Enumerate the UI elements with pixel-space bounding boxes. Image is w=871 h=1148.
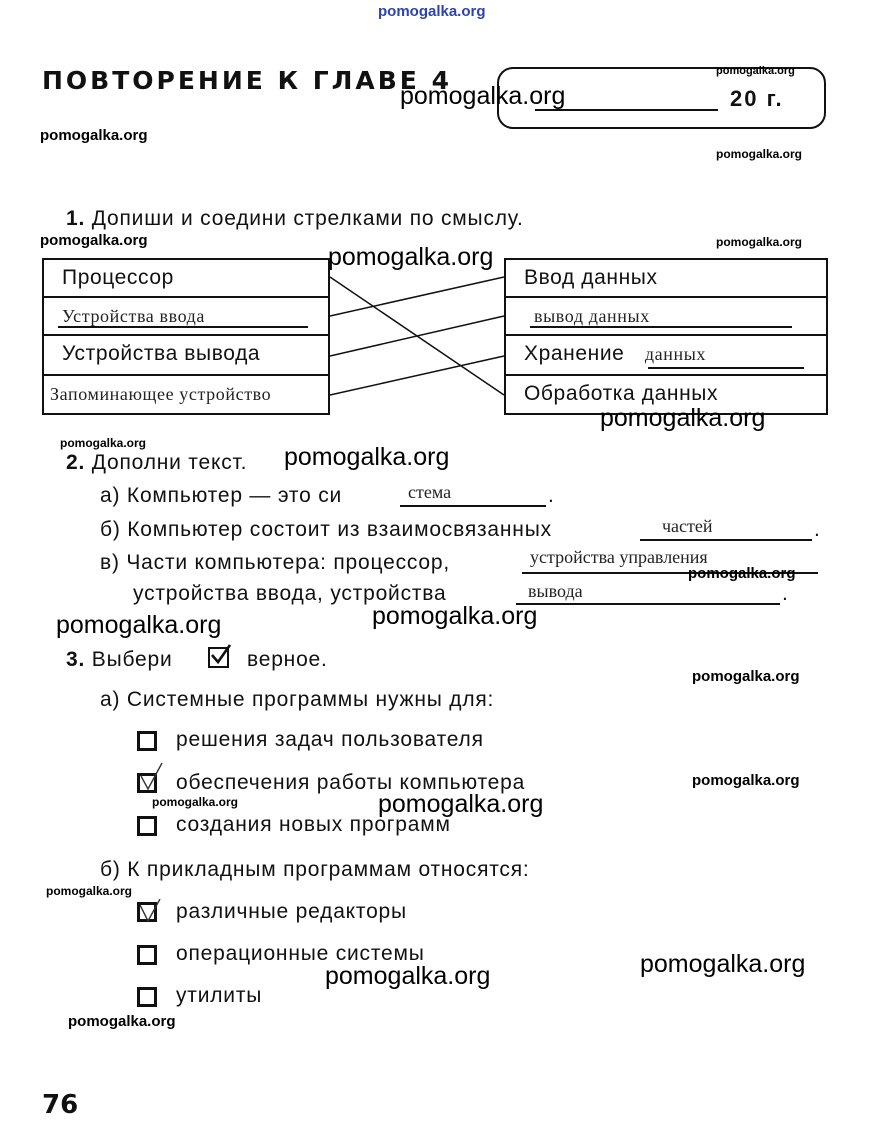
option-a1-label: решения задач пользователя <box>176 728 484 751</box>
watermark: pomogalka.org <box>716 235 803 249</box>
connection-input-inputdata <box>330 277 504 316</box>
page-title: ПОВТОРЕНИЕ К ГЛАВЕ 4 <box>42 66 452 95</box>
option-b1-checkbox[interactable] <box>137 902 157 922</box>
option-b3-checkbox[interactable] <box>137 987 157 1007</box>
watermark: pomogalka.org <box>56 611 222 639</box>
task3-a-question: а) Системные программы нужны для: <box>100 688 495 711</box>
punct: . <box>782 582 789 605</box>
task2-v-answer2: вывода <box>528 581 583 601</box>
page-number: 76 <box>42 1090 79 1120</box>
answer-line <box>516 603 780 605</box>
punct: . <box>814 518 821 541</box>
task2-number: 2. <box>66 451 86 474</box>
answer-line <box>58 326 308 328</box>
task2-v-answer1: устройства управления <box>530 547 708 567</box>
watermark: pomogalka.org <box>372 602 538 630</box>
option-a2-label: обеспечения работы компьютера <box>176 771 526 794</box>
task2-heading <box>66 451 247 475</box>
task2-b-label: б) Компьютер состоит из взаимосвязанных <box>100 518 552 541</box>
handwritten-check-icon <box>138 899 164 925</box>
right-item-output-data <box>504 296 828 336</box>
watermark: pomogalka.org <box>152 795 239 809</box>
task2-a-answer: стема <box>408 482 452 502</box>
watermark: pomogalka.org <box>46 884 133 898</box>
right-item-storage-label: Хранение <box>524 342 625 365</box>
task3-instruction-b: верное. <box>247 648 328 671</box>
task2-a-label: а) Компьютер — это си <box>100 484 343 507</box>
connection-output-outputdata <box>330 316 504 356</box>
answer-line <box>648 367 804 369</box>
watermark: pomogalka.org <box>600 404 766 432</box>
left-item-input-devices <box>42 296 330 336</box>
option-b1-label: различные редакторы <box>176 900 407 923</box>
connection-processor-processing <box>330 277 504 395</box>
option-a1-checkbox[interactable] <box>137 731 157 751</box>
punct: . <box>548 484 555 507</box>
watermark: pomogalka.org <box>60 436 147 450</box>
left-item-processor: Процессор <box>42 258 330 298</box>
left-item-storage-text: Запоминающее устройство <box>50 384 272 404</box>
task3-heading <box>66 648 173 672</box>
option-a3-label: создания новых программ <box>176 813 451 836</box>
task3-number: 3. <box>66 648 86 671</box>
answer-line <box>530 326 792 328</box>
task2-instruction: Дополни текст. <box>91 451 248 474</box>
option-a3-checkbox[interactable] <box>137 816 157 836</box>
task3-instruction-a: Выбери <box>91 648 173 671</box>
watermark: pomogalka.org <box>325 962 491 990</box>
task1-number: 1. <box>66 207 86 230</box>
handwritten-check-icon <box>138 762 166 792</box>
right-item-storage-answer: данных <box>644 344 706 364</box>
year-suffix: 20 г. <box>730 86 784 111</box>
left-item-input-devices-text: Устройства ввода <box>62 306 206 326</box>
task2-v-label2: устройства ввода, устройства <box>133 582 447 605</box>
watermark: pomogalka.org <box>40 127 148 144</box>
option-a2-checkbox[interactable] <box>137 773 157 793</box>
watermark-top: pomogalka.org <box>378 3 486 20</box>
watermark: pomogalka.org <box>40 232 148 249</box>
watermark: pomogalka.org <box>692 772 800 789</box>
check-icon <box>208 647 229 668</box>
option-b3-label: утилиты <box>176 984 263 1007</box>
date-line <box>535 109 718 111</box>
watermark: pomogalka.org <box>716 147 803 161</box>
watermark: pomogalka.org <box>68 1013 176 1030</box>
watermark: pomogalka.org <box>284 443 450 471</box>
checkmark-icon <box>209 643 233 667</box>
watermark: pomogalka.org <box>378 790 544 818</box>
watermark: pomogalka.org <box>688 565 796 582</box>
answer-line <box>400 505 546 507</box>
task2-v-label: в) Части компьютера: процессор, <box>100 551 451 574</box>
connection-storage-storing <box>330 356 504 395</box>
watermark: pomogalka.org <box>328 243 494 271</box>
watermark: pomogalka.org <box>716 65 795 77</box>
watermark: pomogalka.org <box>692 668 800 685</box>
watermark: pomogalka.org <box>640 950 806 978</box>
option-b2-checkbox[interactable] <box>137 945 157 965</box>
task1-instruction: Допиши и соедини стрелками по смыслу. <box>91 207 524 230</box>
left-item-output-devices: Устройства вывода <box>42 334 330 376</box>
task1-heading <box>66 207 524 231</box>
task3-b-question: б) К прикладным программам относятся: <box>100 858 530 881</box>
right-item-input-data: Ввод данных <box>504 258 828 298</box>
task2-b-answer: частей <box>662 516 713 536</box>
option-b2-label: операционные системы <box>176 942 425 965</box>
right-item-storage <box>504 334 828 376</box>
left-item-storage <box>42 374 330 415</box>
answer-line <box>640 539 812 541</box>
watermark: pomogalka.org <box>400 82 566 110</box>
right-item-processing: Обработка данных <box>504 374 828 415</box>
right-item-output-data-text: вывод данных <box>534 306 650 326</box>
